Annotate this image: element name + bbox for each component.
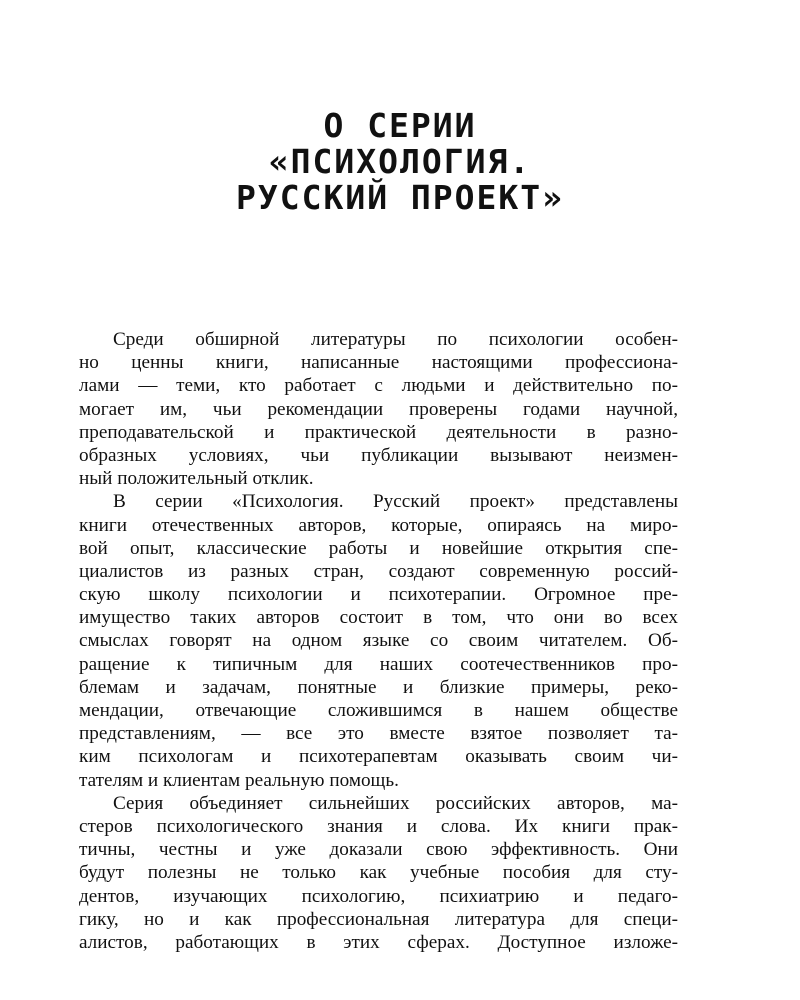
text-line: Серия объединяет сильнейших российских авторов, ма- — [113, 792, 678, 814]
text-line: образных условиях, чьи публикации вызывают неизмен- — [79, 444, 678, 466]
text-line: алистов, работающих в этих сферах. Доступное изложе- — [79, 931, 678, 953]
text-line: вой опыт, классические работы и новейшие открытия спе- — [79, 537, 678, 559]
paragraph-1 — [79, 328, 678, 490]
text-line: преподавательской и практической деятельности в разно- — [79, 421, 678, 443]
text-line: тателям и клиентам реальную помощь. — [79, 769, 399, 791]
text-line: гику, но и как профессиональная литература для специ- — [79, 908, 678, 930]
page-title — [0, 108, 800, 216]
text-line: лами — теми, кто работает с людьми и действительно по- — [79, 375, 678, 397]
text-line: книги отечественных авторов, которые, опираясь на миро- — [79, 514, 678, 536]
title-line-1: О СЕРИИ — [323, 106, 477, 145]
paragraph-2 — [79, 490, 678, 791]
body-text — [79, 328, 678, 954]
text-line: блемам и задачам, понятные и близкие примеры, реко- — [79, 676, 678, 698]
text-line: но ценны книги, написанные настоящими профессиона- — [79, 352, 678, 374]
text-line: В серии «Психология. Русский проект» представлены — [113, 491, 678, 513]
title-line-3: РУССКИЙ ПРОЕКТ» — [235, 178, 564, 217]
text-line: ким психологам и психотерапевтам оказывать своим чи- — [79, 746, 678, 768]
text-line: стеров психологического знания и слова. Их книги прак- — [79, 815, 678, 837]
title-line-2: «ПСИХОЛОГИЯ. — [268, 142, 532, 181]
text-line: тичны, честны и уже доказали свою эффективность. Они — [79, 839, 678, 861]
text-line: мендации, отвечающие сложившимся в нашем обществе — [79, 700, 678, 721]
text-line: могает им, чьи рекомендации проверены годами научной, — [79, 398, 678, 420]
text-line: скую школу психологии и психотерапии. Огромное пре- — [79, 584, 678, 606]
paragraph-3 — [79, 792, 678, 954]
text-line: имущество таких авторов состоит в том, что они во всех — [79, 607, 678, 629]
text-line: ный положительный отклик. — [79, 468, 314, 490]
text-line: будут полезны не только как учебные пособия для сту- — [79, 862, 678, 884]
text-line: смыслах говорят на одном языке со своим читателем. Об- — [79, 630, 678, 652]
text-line: дентов, изучающих психологию, психиатрию и педаго- — [79, 885, 678, 907]
text-line: Среди обширной литературы по психологии особен- — [113, 329, 678, 350]
text-line: циалистов из разных стран, создают современную россий- — [79, 560, 678, 582]
text-line: ращение к типичным для наших соотечественников про- — [79, 653, 678, 675]
text-line: представлениям, — все это вместе взятое позволяет та- — [79, 723, 678, 745]
